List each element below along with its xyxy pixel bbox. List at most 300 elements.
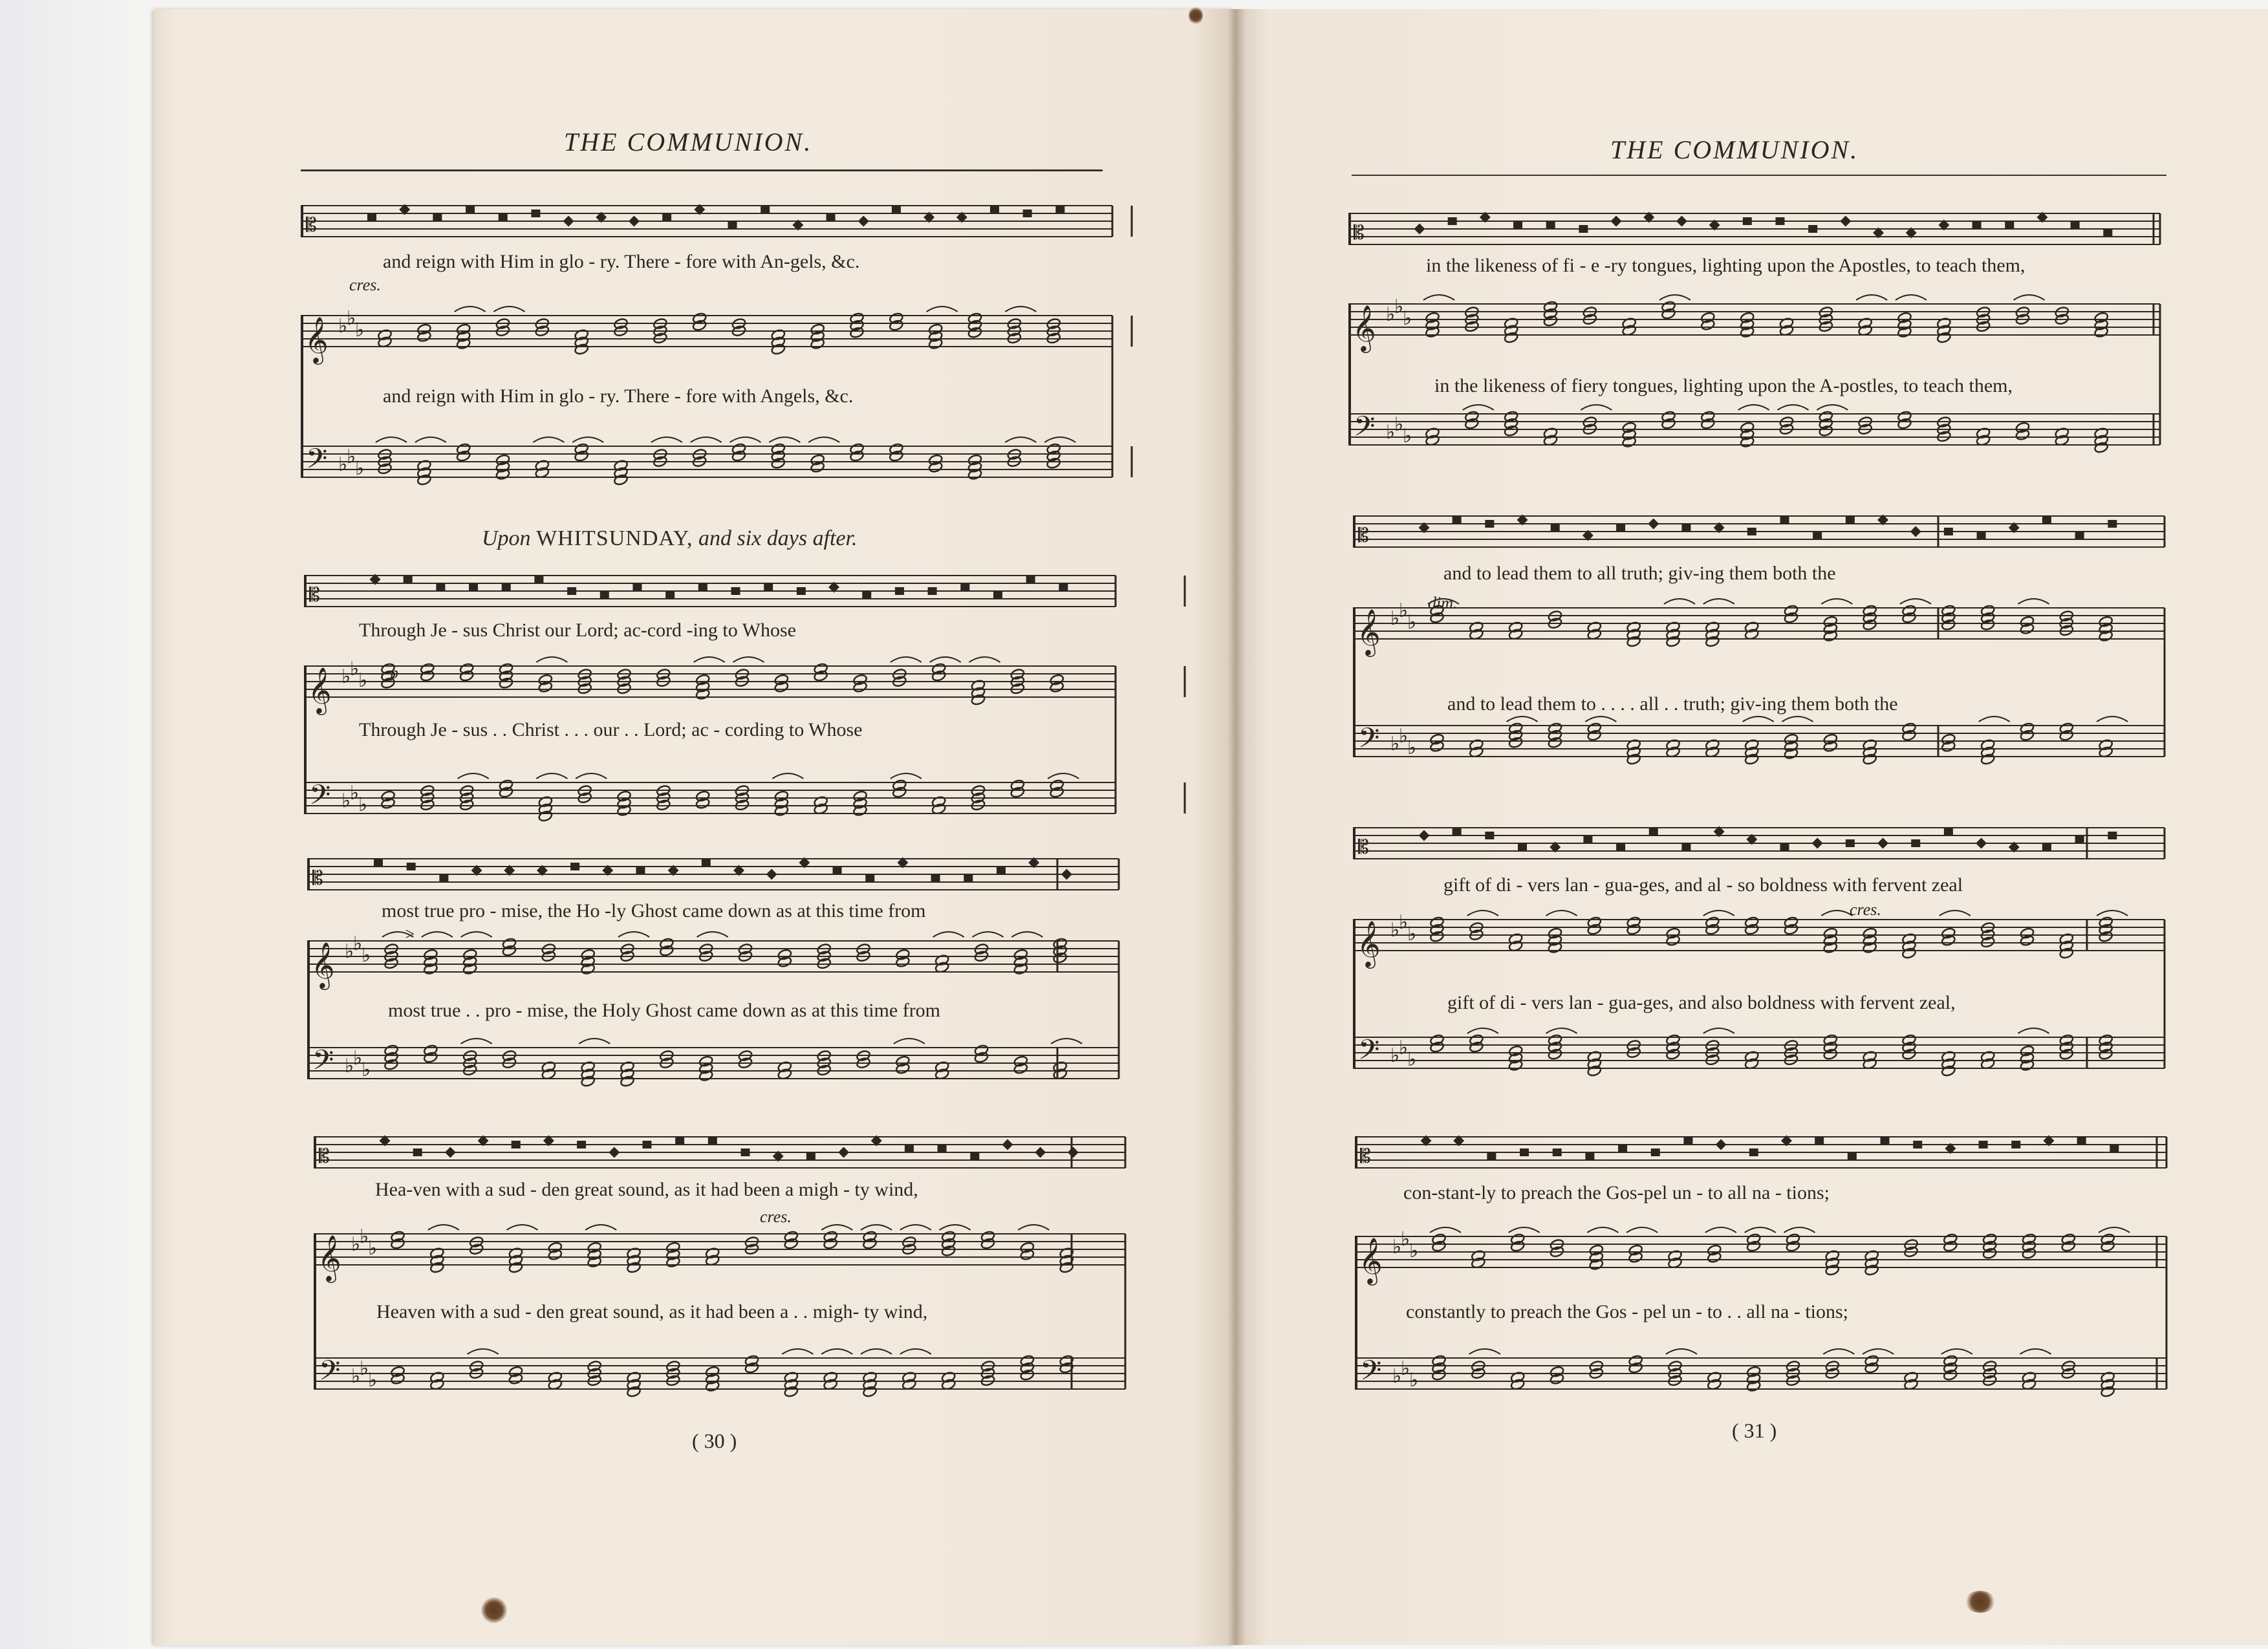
left-page-number: ( 30 ) [692, 1429, 737, 1452]
chant-note [1747, 528, 1756, 535]
chant-note [1913, 1141, 1922, 1148]
flat-icon: ♭ [338, 453, 348, 476]
slur [2020, 1349, 2051, 1354]
chant-note [1910, 526, 1921, 537]
chant-note [728, 221, 737, 229]
chant-note [1681, 524, 1690, 532]
chant-note [928, 587, 937, 595]
chant-note [960, 583, 969, 591]
slur [1738, 405, 1769, 410]
chant-note [1487, 1152, 1496, 1160]
chant-note [731, 587, 740, 595]
heading-title: WHITSUNDAY, [536, 526, 693, 550]
chant-lyric-line: and reign with Him in glo - ry. There - fore with An-gels, &c. [383, 251, 860, 272]
chant-lyric-line: and to lead them to all truth; giv-ing them both the [1443, 563, 1836, 584]
flat-icon: ♭ [1392, 1365, 1402, 1388]
bass-clef-icon: 𝄢 [1358, 722, 1380, 761]
slur [782, 1349, 813, 1354]
chant-note [439, 874, 448, 882]
flat-icon: ♭ [355, 319, 365, 341]
harmony-lyric-line: and reign with Him in glo - ry. There - fore with Angels, &c. [383, 385, 854, 407]
slur [1664, 599, 1695, 604]
flat-icon: ♭ [1401, 1357, 1410, 1380]
treble-clef-icon: 𝄞 [1359, 1236, 1383, 1284]
flat-icon: ♭ [1390, 607, 1400, 630]
flat-icon: ♭ [1394, 413, 1404, 436]
score-svg [304, 576, 1122, 845]
flat-icon: ♭ [353, 1047, 363, 1070]
slur [1467, 911, 1498, 916]
flat-icon: ♭ [355, 457, 365, 480]
chant-note [1546, 221, 1555, 229]
dynamic-marking: > [404, 925, 416, 943]
slur [1509, 1227, 1540, 1233]
slur [1048, 773, 1079, 779]
bass-clef-icon: 𝄢 [309, 779, 331, 818]
chant-note [1813, 532, 1822, 539]
chant-note [1513, 221, 1522, 229]
chant-clef: 𝄡 [319, 1145, 330, 1168]
chant-note [1414, 224, 1425, 235]
score-svg [1353, 516, 2171, 788]
chant-note [761, 206, 770, 213]
chant-note [1976, 838, 1987, 849]
slur [536, 657, 567, 662]
treble-clef-icon: 𝄞 [1357, 608, 1381, 655]
chant-note [1846, 839, 1855, 847]
chant-note [1453, 828, 1462, 835]
flat-icon: ♭ [358, 669, 368, 692]
slur [691, 437, 722, 442]
slur [969, 657, 1000, 662]
chant-note [1683, 1137, 1692, 1145]
chant-note [531, 210, 540, 217]
chant-lyric-line: gift of di - vers lan - gua-ges, and al - so boldness with fervent zeal [1443, 874, 1963, 896]
slur [1626, 1227, 1658, 1233]
chant-note [862, 591, 871, 599]
harmony-lyric-line: Heaven with a sud - den great sound, as it had been a . . migh- ty wind, [376, 1301, 928, 1322]
slur [697, 932, 728, 937]
chant-note [1676, 216, 1687, 227]
chant-note [1977, 532, 1986, 539]
flat-icon: ♭ [1407, 1048, 1417, 1071]
chant-note [997, 867, 1006, 874]
chant-note [698, 583, 707, 591]
chant-note [1649, 828, 1658, 835]
flat-icon: ♭ [350, 658, 360, 680]
harmony-lyric-line: gift of di - vers lan - gua-ges, and also boldness with fervent zeal, [1447, 992, 1956, 1013]
score-svg [1348, 213, 2166, 476]
chant-note [445, 1147, 456, 1158]
chant-note [570, 863, 579, 870]
flat-icon: ♭ [1407, 611, 1417, 634]
chant-note [1848, 1152, 1857, 1160]
slur [1546, 911, 1577, 916]
harmony-lyric-line: constantly to preach the Gos - pel un - to . . all na - tions; [1406, 1301, 1849, 1322]
slur [1782, 717, 1813, 722]
slur [772, 773, 803, 779]
slur [1469, 1349, 1500, 1354]
chant-note [1808, 225, 1817, 233]
slur [536, 773, 567, 779]
slur [861, 1349, 892, 1354]
flat-icon: ♭ [362, 944, 371, 967]
chant-note [512, 1141, 521, 1148]
chant-clef: 𝄡 [1354, 222, 1365, 244]
chant-note [858, 216, 869, 227]
chant-note [764, 583, 773, 591]
slur [1863, 1349, 1894, 1354]
chant-lyric-line: Through Je - sus Christ our Lord; ac-cord -ing to Whose [359, 620, 796, 641]
dynamic-marking: dim. [1428, 594, 1458, 612]
flat-icon: ♭ [1390, 919, 1400, 942]
harmony-lyric-line: Through Je - sus . . Christ . . . our . . Lord; ac - cording to Whose [359, 719, 863, 740]
chant-note [1648, 519, 1659, 530]
bass-clef-icon: 𝄢 [1354, 411, 1376, 449]
slur [2018, 599, 2049, 604]
slur [468, 1349, 499, 1354]
heading-suffix: and six days after. [698, 526, 858, 550]
bass-clef-icon: 𝄢 [1360, 1355, 1382, 1394]
flat-icon: ♭ [1399, 1037, 1409, 1059]
chant-note [2075, 532, 2084, 539]
slur [1044, 437, 1075, 442]
chant-note [609, 1147, 620, 1158]
chant-note [1002, 1139, 1013, 1150]
slur [2018, 1028, 2049, 1033]
chant-note [1911, 839, 1920, 847]
slur [2014, 295, 2045, 300]
slur [1705, 1227, 1736, 1233]
slur [461, 1039, 492, 1044]
chant-note [1812, 838, 1823, 849]
flat-icon: ♭ [341, 665, 351, 688]
slur [2099, 1227, 2130, 1233]
left-head-rule [301, 169, 1103, 171]
chant-note [1583, 835, 1592, 843]
slur [585, 1225, 616, 1230]
chant-note [1579, 225, 1588, 233]
slur [2097, 717, 2128, 722]
chant-note [665, 591, 675, 599]
flat-icon: ♭ [1390, 1044, 1400, 1067]
chant-note [675, 1137, 684, 1145]
flat-icon: ♭ [368, 1237, 378, 1260]
slur [1817, 405, 1848, 410]
bass-clef-icon: 𝄢 [319, 1355, 341, 1394]
chant-note [1035, 1147, 1046, 1158]
flat-icon: ♭ [1399, 911, 1409, 934]
flat-icon: ♭ [1399, 599, 1409, 622]
slur [1507, 717, 1538, 722]
chant-lyric-line: con-stant-ly to preach the Gos-pel un - to all na - tions; [1403, 1182, 1830, 1203]
slur [1018, 1225, 1049, 1230]
chant-note [1815, 1137, 1824, 1145]
dynamic-marking: cres. [1850, 900, 1881, 919]
chant-note [1616, 843, 1625, 851]
slur [1745, 1227, 1776, 1233]
slur [1703, 911, 1734, 916]
harmony-lyric-line: in the likeness of fiery tongues, lighting upon the A-postles, to teach them, [1434, 375, 2013, 396]
slur [1011, 932, 1042, 937]
slur [1463, 405, 1494, 410]
slur [1051, 1039, 1082, 1044]
slur [494, 307, 525, 312]
dynamic-marking: cres. [349, 275, 381, 294]
chant-note [2110, 1145, 2119, 1152]
right-running-head: THE COMMUNION. [1610, 135, 1859, 164]
treble-clef-icon: 𝄞 [318, 1234, 341, 1281]
chant-note [1026, 576, 1035, 583]
flat-icon: ♭ [351, 1233, 361, 1256]
chant-note [636, 867, 645, 874]
score-svg [1353, 828, 2171, 1099]
slur [900, 1349, 931, 1354]
slur [1900, 599, 1931, 604]
chant-note [766, 869, 777, 880]
treble-clef-icon: 𝄞 [305, 316, 329, 363]
chant-note [708, 1137, 717, 1145]
slur [1587, 1227, 1618, 1233]
flat-icon: ♭ [338, 315, 348, 338]
heading-prefix: Upon [482, 526, 531, 550]
chant-note [1846, 516, 1855, 524]
flat-icon: ♭ [345, 940, 354, 963]
chant-note [662, 213, 671, 221]
chant-note [1553, 1148, 1562, 1156]
chant-note [2005, 221, 2014, 229]
slur [1005, 307, 1036, 312]
harmony-lyric-line: and to lead them to . . . . all . . truth; giv-ing them both the [1447, 693, 1898, 715]
slur [894, 1039, 925, 1044]
chant-note [1059, 583, 1068, 591]
chant-note [2042, 516, 2051, 524]
flat-icon: ♭ [1386, 421, 1396, 444]
left-running-head: THE COMMUNION. [564, 127, 813, 156]
dynamic-marking: p [390, 663, 398, 682]
harmony-lyric-line: most true . . pro - mise, the Holy Ghost came down as at this time from [388, 1000, 941, 1021]
chant-note [629, 216, 640, 227]
ink-stain [1965, 1591, 1996, 1613]
chant-note [413, 1148, 422, 1156]
section-heading [482, 526, 858, 551]
slur [821, 1349, 852, 1354]
slur [1895, 295, 1927, 300]
slur [1430, 1227, 1461, 1233]
chant-note [838, 1147, 849, 1158]
chant-note [534, 576, 543, 583]
chant-note [1448, 217, 1457, 225]
flat-icon: ♭ [1392, 1236, 1402, 1258]
chant-note [1585, 1152, 1594, 1160]
chant-note [1743, 217, 1752, 225]
slur [694, 657, 725, 662]
slur [900, 1225, 931, 1230]
chant-note [2071, 221, 2080, 229]
slur [428, 1225, 459, 1230]
chant-note [964, 874, 973, 882]
chant-note [1611, 216, 1622, 227]
chant-note [367, 213, 376, 221]
slur [733, 657, 764, 662]
slur [1821, 911, 1852, 916]
flat-icon: ♭ [1409, 1240, 1419, 1262]
chant-note [499, 213, 508, 221]
treble-clef-icon: 𝄞 [311, 941, 335, 988]
flat-icon: ♭ [353, 932, 363, 955]
chant-note [1972, 221, 1982, 229]
chant-note [1681, 843, 1690, 851]
chant-note [567, 587, 576, 595]
slur [927, 307, 958, 312]
chant-note [374, 859, 383, 867]
chant-note [931, 874, 940, 882]
chant-note [502, 583, 511, 591]
chant-note [1840, 216, 1851, 227]
chant-note [1551, 524, 1560, 532]
flat-icon: ♭ [1407, 737, 1417, 759]
slur [533, 437, 564, 442]
slur [651, 437, 682, 442]
slur [572, 437, 603, 442]
score-svg [1355, 1137, 2173, 1420]
chant-note [702, 859, 711, 867]
chant-clef: 𝄡 [306, 214, 317, 237]
slur [1467, 1028, 1498, 1033]
chant-note [1776, 217, 1785, 225]
slur [1423, 295, 1454, 300]
slur [891, 773, 922, 779]
flat-icon: ♭ [345, 1055, 354, 1077]
chant-note [833, 867, 842, 874]
chant-note [1979, 1141, 1988, 1148]
chant-note [632, 583, 642, 591]
chant-lyric-line: Hea-ven with a sud - den great sound, as it had been a migh - ty wind, [375, 1179, 918, 1200]
chant-note [642, 1141, 651, 1148]
chant-note [895, 587, 904, 595]
right-page-number: ( 31 ) [1732, 1419, 1777, 1442]
chant-note [2042, 843, 2051, 851]
ink-stain [481, 1597, 507, 1623]
flat-icon: ♭ [362, 1059, 371, 1081]
slur [1581, 405, 1612, 410]
treble-clef-icon: 𝄞 [308, 666, 332, 713]
bass-clef-icon: 𝄢 [1358, 1034, 1380, 1073]
chant-lyric-line: most true pro - mise, the Ho -ly Ghost came down as at this time from [382, 900, 926, 921]
chant-note [407, 863, 416, 870]
slur [1546, 1028, 1577, 1033]
flat-icon: ♭ [351, 1365, 361, 1388]
chant-note [2103, 229, 2112, 237]
flat-icon: ♭ [1401, 1228, 1410, 1251]
chant-note [1780, 843, 1789, 851]
slur [1823, 1349, 1854, 1354]
slur [507, 1225, 538, 1230]
slur [930, 657, 961, 662]
slur [1941, 1349, 1972, 1354]
chant-note [1068, 1147, 1079, 1158]
slur [1666, 1349, 1697, 1354]
slur [1743, 717, 1774, 722]
chant-note [797, 587, 806, 595]
slur [821, 1225, 852, 1230]
chant-note [1453, 516, 1462, 524]
slur [730, 437, 761, 442]
slur [973, 932, 1004, 937]
chant-note [2108, 520, 2117, 528]
slur [415, 437, 446, 442]
chant-note [466, 206, 475, 213]
ink-stain [1189, 6, 1203, 25]
chant-note [826, 213, 836, 221]
chant-note [1716, 1139, 1727, 1150]
chant-note [806, 1152, 815, 1160]
chant-note [1944, 828, 1953, 835]
chant-clef: 𝄡 [312, 867, 323, 890]
slur [940, 1225, 971, 1230]
chant-note [1520, 1148, 1529, 1156]
chant-note [436, 583, 445, 591]
slur [1005, 437, 1036, 442]
slur [576, 773, 607, 779]
chant-note [892, 206, 901, 213]
slur [458, 773, 489, 779]
slur [2097, 911, 2128, 916]
dynamic-marking: cres. [760, 1207, 792, 1226]
slur [861, 1225, 892, 1230]
score-svg [307, 859, 1125, 1110]
chant-note [1881, 1137, 1890, 1145]
flat-icon: ♭ [360, 1225, 369, 1248]
chant-note [993, 591, 1002, 599]
chant-note [1618, 1145, 1627, 1152]
chant-note [1023, 210, 1032, 217]
flat-icon: ♭ [1403, 425, 1412, 447]
slur [1778, 405, 1809, 410]
chant-note [1616, 524, 1625, 532]
chant-note [1780, 516, 1789, 524]
slur [1939, 911, 1971, 916]
flat-icon: ♭ [358, 793, 368, 816]
flat-icon: ♭ [1409, 1369, 1419, 1392]
chant-note [990, 206, 999, 213]
chant-clef: 𝄡 [1360, 1145, 1371, 1168]
slur [1659, 295, 1690, 300]
chant-note [1944, 528, 1953, 535]
slur [455, 307, 486, 312]
flat-icon: ♭ [1399, 725, 1409, 748]
chant-note [2011, 1141, 2020, 1148]
bass-clef-icon: 𝄢 [312, 1044, 334, 1083]
slur [1703, 1028, 1734, 1033]
chant-note [1518, 843, 1527, 851]
slur [1821, 599, 1852, 604]
chant-note [1877, 838, 1888, 849]
chant-note [905, 1145, 914, 1152]
slur [1784, 1227, 1815, 1233]
slur [1856, 295, 1887, 300]
slur [422, 932, 453, 937]
slur [618, 932, 649, 937]
chant-note [2077, 1137, 2086, 1145]
chant-note [2075, 835, 2084, 843]
right-head-rule [1352, 175, 2166, 176]
chant-note [1055, 206, 1064, 213]
slur [376, 437, 407, 442]
flat-icon: ♭ [1390, 733, 1400, 755]
chant-note [2108, 832, 2117, 839]
chant-note [1651, 1148, 1660, 1156]
